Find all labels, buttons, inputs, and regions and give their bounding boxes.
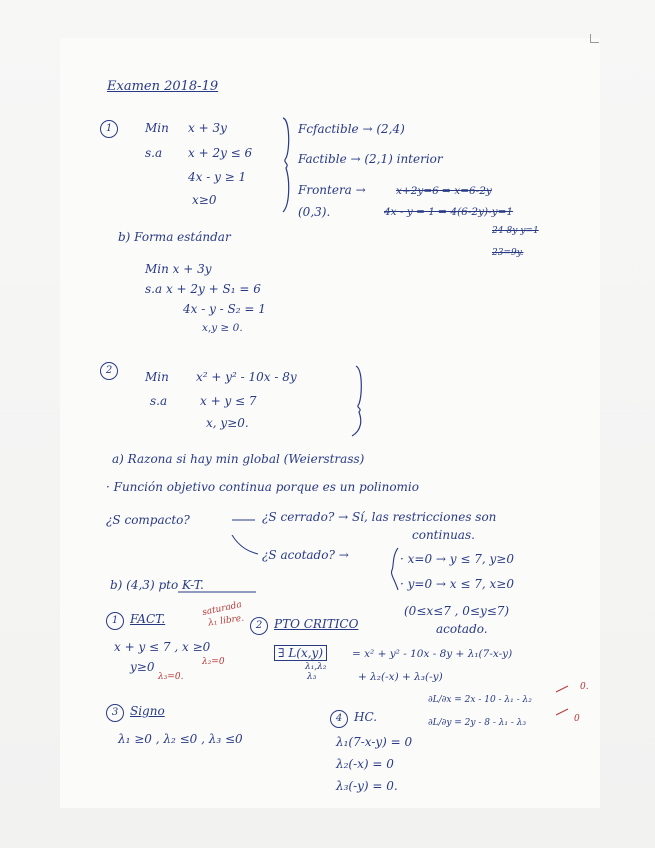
p2-bounded-question: ¿S acotado? → <box>262 548 349 562</box>
kt-step-1-red-saturada: saturada <box>201 599 243 619</box>
p2-objective: x² + y² - 10x - 8y <box>196 370 297 384</box>
p2-bound-range: (0≤x≤7 , 0≤y≤7) <box>404 604 510 618</box>
kt-step-1 <box>106 612 165 630</box>
p1-constraint-3: x≥0 <box>192 193 217 207</box>
kt-step-1-red-lambda3: λ₃=0. <box>158 672 184 682</box>
kt-step-1-red-lambda2: λ₂=0 <box>202 657 225 667</box>
p1-std-constraint-3: x,y ≥ 0. <box>202 322 243 334</box>
p1-note-frontera: Frontera → <box>298 183 366 197</box>
p2-bound-case-1: · x=0 → y ≤ 7, y≥0 <box>400 552 514 566</box>
kt-step-3-title: Signo <box>130 704 165 718</box>
kt-step-4-line-2: λ₂(-x) = 0 <box>336 757 394 771</box>
p1-note-factible-interior: Factible → (2,1) interior <box>298 152 443 166</box>
kt-step-3 <box>106 704 165 722</box>
kt-step-3-number: 3 <box>106 704 124 722</box>
kt-step-1-constraint-2: y≥0 <box>130 660 155 674</box>
kt-step-3-signs: λ₁ ≥0 , λ₂ ≤0 , λ₃ ≤0 <box>118 732 243 746</box>
p1-std-constraint-1: s.a x + 2y + S₁ = 6 <box>145 282 261 296</box>
p2-part-a-label: a) Razona si hay min global (Weierstrass) <box>112 452 365 466</box>
problem-1-number: 1 <box>100 120 118 138</box>
kt-step-1-constraint-1: x + y ≤ 7 , x ≥0 <box>114 640 211 654</box>
kt-lagrangian-eq-1: = x² + y² - 10x - 8y + λ₁(7-x-y) <box>352 648 513 660</box>
kt-partial-y-zero: 0 <box>574 714 580 724</box>
p2-sa-label: s.a <box>150 394 168 408</box>
problem-1 <box>100 120 124 138</box>
p1-note-frontera-point: (0,3). <box>298 205 331 219</box>
p1-min-label: Min <box>145 121 169 135</box>
kt-lagrangian-lambda3: λ₃ <box>307 672 317 682</box>
p2-bound-case-2: · y=0 → x ≤ 7, x≥0 <box>400 577 514 591</box>
p1-scratch-4: 23=9y. <box>492 248 524 258</box>
kt-step-2-title: PTO CRITICO <box>274 617 359 631</box>
kt-lagrangian-eq-2: + λ₂(-x) + λ₃(-y) <box>358 671 443 683</box>
p1-constraint-2: 4x - y ≥ 1 <box>188 170 247 184</box>
kt-step-2 <box>250 617 358 635</box>
p2-bounded-conclusion: acotado. <box>436 622 488 636</box>
p1-scratch-3: 24-8y-y=1 <box>492 226 539 236</box>
kt-lagrangian-exists: ∃ L(x,y) <box>274 645 327 661</box>
problem-2 <box>100 362 124 380</box>
p1-constraint-1: x + 2y ≤ 6 <box>188 146 253 160</box>
p1-objective: x + 3y <box>188 121 227 135</box>
p1-sa-label: s.a <box>145 146 163 160</box>
kt-partial-x-zero: 0. <box>580 682 589 692</box>
p2-part-b-label: b) (4,3) pto K-T. <box>110 578 204 592</box>
problem-2-number: 2 <box>100 362 118 380</box>
kt-step-2-number: 2 <box>250 617 268 635</box>
kt-step-4-line-1: λ₁(7-x-y) = 0 <box>336 735 413 749</box>
kt-step-4 <box>330 710 377 728</box>
p1-std-constraint-2: 4x - y - S₂ = 1 <box>183 302 266 316</box>
p1-std-objective: Min x + 3y <box>145 262 212 276</box>
p1-part-b-label: b) Forma estándar <box>118 230 231 244</box>
p1-scratch-1: x+2y=6 ⇒ x=6-2y <box>396 185 492 197</box>
exam-title: Examen 2018-19 <box>107 79 219 94</box>
p1-scratch-2: 4x - y = 1 ⇒ 4(6-2y)-y=1 <box>384 206 514 218</box>
kt-lagrangian-lambdas: λ₁,λ₂ <box>305 662 327 672</box>
kt-step-1-number: 1 <box>106 612 124 630</box>
page-corner-mark <box>590 34 599 43</box>
kt-step-1-title: FACT. <box>130 612 166 626</box>
kt-partial-x: ∂L/∂x = 2x - 10 - λ₁ - λ₂ <box>428 695 532 705</box>
p2-min-label: Min <box>145 370 169 384</box>
kt-step-4-number: 4 <box>330 710 348 728</box>
kt-step-4-line-3: λ₃(-y) = 0. <box>336 779 398 793</box>
p2-closed-question-cont: continuas. <box>412 528 475 542</box>
kt-partial-y: ∂L/∂y = 2y - 8 - λ₁ - λ₃ <box>428 718 527 728</box>
p2-compact-question: ¿S compacto? <box>106 513 190 527</box>
kt-step-1-red-libre: λ₁ libre. <box>207 613 245 629</box>
p2-constraint-2: x, y≥0. <box>206 416 249 430</box>
p2-constraint-1: x + y ≤ 7 <box>200 394 257 408</box>
p1-note-factible: Fcfactible → (2,4) <box>298 122 405 136</box>
kt-step-4-title: HC. <box>354 710 378 724</box>
p2-closed-question: ¿S cerrado? → Sí, las restricciones son <box>262 510 497 524</box>
p2-continuity-line: · Función objetivo continua porque es un polinomio <box>106 480 419 494</box>
